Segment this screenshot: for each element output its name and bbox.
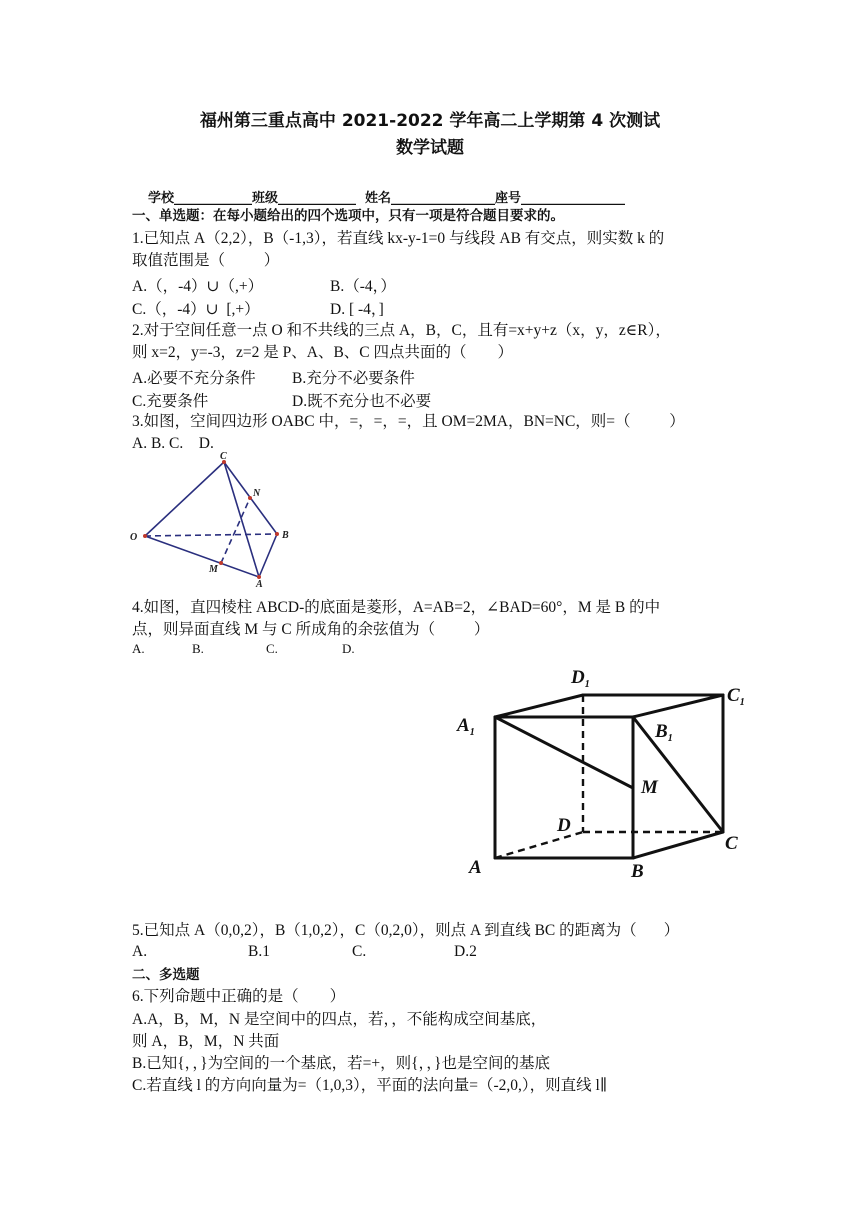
q3-tetrahedron-figure — [125, 450, 295, 590]
label-a: A — [256, 579, 263, 590]
label-b: B — [631, 861, 644, 882]
label-a: A — [469, 857, 482, 878]
edge-oc — [145, 462, 224, 536]
q5-stem: 5.已知点 A（0,0,2），B（1,0,2），C（0,2,0），则点 A 到直线 BC 的距离为（ ） — [132, 922, 680, 939]
q2-stem-line-1: 2.对于空间任意一点 O 和不共线的三点 A，B，C，且有=x+y+z（x，y，z∈R）， — [132, 322, 671, 339]
q2-option-c: C.充要条件 — [132, 393, 209, 410]
q2-stem-line-2: 则 x=2，y=-3，z=2 是 P、A、B、C 四点共面的（ ） — [132, 344, 514, 361]
point-m — [219, 561, 223, 565]
label-d: D — [557, 815, 571, 836]
q4-prism-figure — [445, 655, 755, 890]
point-o — [143, 534, 147, 538]
q1-option-b: B.（-4，） — [330, 278, 396, 295]
q5-option-d: D.2 — [454, 943, 477, 960]
edge-ob-hidden — [145, 534, 277, 536]
q6-option-a-line-1: A.A，B，M，N 是空间中的四点，若，，不能构成空间基底， — [132, 1011, 547, 1028]
q4-option-d: D. — [342, 641, 355, 656]
q6-option-c: C.若直线 l 的方向向量为=（1,0,3），平面的法向量=（-2,0,），则直线 l∥ — [132, 1077, 608, 1094]
section-1-heading: 一、单选题：在每小题给出的四个选项中，只有一项是符合题目要求的。 — [132, 208, 564, 224]
q5-option-a: A. — [132, 943, 148, 960]
q1-option-a: A.（，-4）∪（,+） — [132, 278, 264, 295]
q6-option-a-line-2: 则 A，B，M，N 共面 — [132, 1033, 280, 1050]
label-c1: $C_1$ — [727, 685, 745, 708]
edge-oa — [145, 536, 259, 577]
label-c: C — [220, 451, 227, 462]
q2-option-d: D.既不充分也不必要 — [292, 393, 432, 410]
q2-option-b: B.充分不必要条件 — [292, 370, 415, 387]
q4-option-b: B. — [192, 641, 204, 656]
label-b: B — [282, 530, 289, 541]
label-m: M — [209, 564, 218, 575]
edge-a1d1 — [495, 695, 583, 717]
q3-stem: 3.如图，空间四边形 OABC 中，=，=，=，且 OM=2MA，BN=NC，则=（ ） — [132, 413, 685, 430]
q1-option-d: D. [ -4，] — [330, 301, 384, 318]
edge-bc — [633, 832, 723, 858]
q4-stem-line-2: 点，则异面直线 M 与 C 所成角的余弦值为（ ） — [132, 621, 490, 638]
q3-options: A. B. C. D. — [132, 435, 214, 452]
q1-stem-line-1: 1.已知点 A（2,2），B（-1,3），若直线 kx-y-1=0 与线段 AB 有交点，则实数 k 的 — [132, 230, 665, 247]
q4-stem-line-1: 4.如图，直四棱柱 ABCD-的底面是菱形，A=AB=2，∠BAD=60°，M 是 B 的中 — [132, 599, 661, 616]
q1-option-c: C.（，-4）∪ [,+） — [132, 301, 260, 318]
q5-option-b: B.1 — [248, 943, 270, 960]
q6-option-b: B.已知{，，}为空间的一个基底，若=+，则{，，}也是空间的基底 — [132, 1055, 550, 1072]
edge-ab — [259, 534, 277, 577]
q2-option-a: A.必要不充分条件 — [132, 370, 256, 387]
label-o: O — [130, 532, 138, 543]
point-n — [248, 496, 252, 500]
q1-stem-line-2: 取值范围是（ ） — [132, 252, 280, 269]
point-b — [275, 532, 279, 536]
label-a1: $A_1$ — [457, 715, 475, 738]
q6-stem: 6.下列命题中正确的是（ ） — [132, 988, 346, 1005]
q5-option-c: C. — [352, 943, 367, 960]
label-m: M — [641, 777, 658, 798]
segment-b1c — [633, 717, 723, 832]
q4-option-a: A. — [132, 641, 145, 656]
q4-option-c: C. — [266, 641, 278, 656]
edge-b1c1 — [633, 695, 723, 717]
student-info-line: 学校____________班级____________ 姓名________________座号________________ — [148, 191, 626, 206]
label-c: C — [725, 833, 738, 854]
label-d1: $D_1$ — [571, 667, 590, 690]
title-line-1: 福州第三重点高中 2021-2022 学年高二上学期第 4 次测试 — [199, 111, 661, 131]
edge-ca — [224, 462, 259, 577]
label-b1: $B_1$ — [655, 721, 673, 744]
label-n: N — [253, 488, 261, 499]
title-line-2: 数学试题 — [396, 138, 464, 158]
segment-a1m — [495, 717, 633, 788]
section-2-heading: 二、多选题 — [132, 967, 200, 983]
